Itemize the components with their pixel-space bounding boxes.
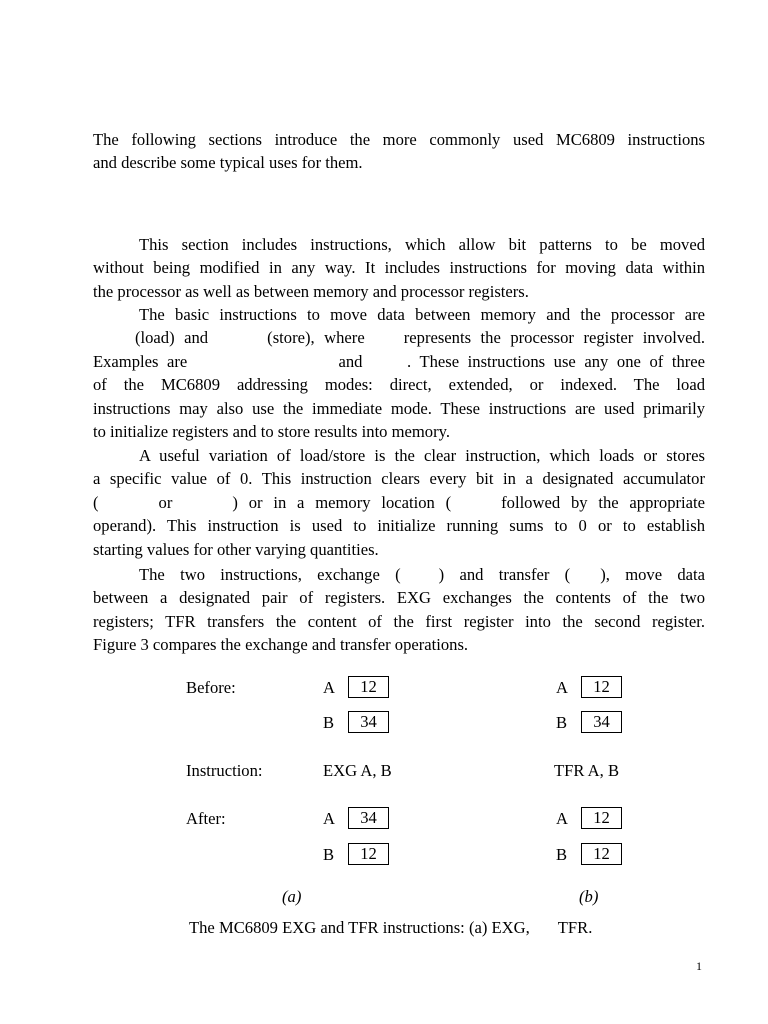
body-line: instructions may also use the immediate mode. These instructions are used primarily: [93, 398, 705, 418]
body-text: represents the processor register involved.: [403, 328, 705, 348]
page-number: 1: [696, 959, 702, 973]
body-line: [93, 326, 705, 349]
body-text: and: [338, 351, 363, 371]
body-text: followed by the appropriate: [501, 492, 705, 512]
body-text: (store), where: [267, 328, 365, 348]
caption-text: The MC6809 EXG and TFR instructions: (a) EXG,: [189, 918, 530, 937]
body-line: [93, 491, 705, 514]
intro-paragraph: [93, 128, 705, 175]
body-line: registers; TFR transfers the content of the first register into the second register.: [93, 611, 705, 631]
body-line: to initialize registers and to store results into memory.: [93, 422, 450, 442]
register-a-label: A: [556, 809, 568, 828]
caption-text: TFR.: [557, 918, 593, 937]
register-a-after-box: 12: [581, 807, 622, 829]
body-line: operand). This instruction is used to initialize running sums to 0 or to establish: [93, 516, 705, 536]
register-a-before-box: 12: [581, 676, 622, 698]
register-b-after-box: 12: [348, 843, 389, 865]
body-text: ) and transfer (: [438, 565, 571, 584]
body-line: [93, 563, 705, 586]
figure-caption: [189, 918, 592, 938]
instruction-exg: EXG A, B: [323, 761, 392, 780]
register-b-label: B: [323, 713, 335, 732]
body-line: starting values for other varying quantities.: [93, 539, 379, 559]
body-text: The two instructions, exchange (: [139, 565, 401, 584]
body-line: This section includes instructions, which allow bit patterns to be moved: [139, 235, 705, 254]
body-line: [93, 350, 705, 373]
instruction-tfr: TFR A, B: [554, 761, 620, 780]
body-text: ) or in a memory location (: [232, 492, 452, 512]
register-b-after-box: 12: [581, 843, 622, 865]
body-text: (: [93, 492, 99, 512]
body-line: between a designated pair of registers. EXG exchanges the contents of the two: [93, 588, 705, 608]
register-a-before-box: 12: [348, 676, 389, 698]
after-label: After:: [186, 809, 226, 828]
body-text: Examples are: [93, 351, 188, 371]
register-b-before-box: 34: [348, 711, 389, 733]
intro-line: The following sections introduce the more commonly used MC6809 instructions: [93, 130, 705, 149]
body-text: (load) and: [135, 328, 209, 348]
register-b-label: B: [556, 713, 568, 732]
instruction-label: Instruction:: [186, 761, 263, 780]
body-line: A useful variation of load/store is the clear instruction, which loads or stores: [139, 446, 705, 465]
register-a-label: A: [323, 678, 335, 697]
body-line: a specific value of 0. This instruction clears every bit in a designated accumulator: [93, 469, 705, 489]
register-a-label: A: [556, 678, 568, 697]
body-line: without being modified in any way. It includes instructions for moving data within: [93, 258, 705, 278]
register-b-before-box: 34: [581, 711, 622, 733]
register-a-label: A: [323, 809, 335, 828]
intro-line: and describe some typical uses for them.: [93, 153, 363, 173]
panel-a-tag: (a): [282, 887, 302, 906]
register-b-label: B: [556, 845, 568, 864]
section-paragraph-2: [93, 303, 705, 443]
body-line: The basic instructions to move data between memory and the processor are: [139, 305, 705, 324]
section-paragraph-4: [93, 563, 705, 657]
register-b-label: B: [323, 845, 335, 864]
register-a-after-box: 34: [348, 807, 389, 829]
panel-b-tag: (b): [579, 887, 599, 906]
body-line: of the MC6809 addressing modes: direct, extended, or indexed. The load: [93, 375, 705, 395]
section-paragraph-1: [93, 233, 705, 303]
body-text: or: [158, 492, 173, 512]
before-label: Before:: [186, 678, 236, 697]
body-text: . These instructions use any one of three: [407, 351, 706, 371]
body-line: the processor as well as between memory and processor registers.: [93, 281, 529, 301]
body-line: Figure 3 compares the exchange and transfer operations.: [93, 635, 469, 655]
section-paragraph-3: [93, 444, 705, 561]
body-text: ), move data: [600, 565, 705, 584]
